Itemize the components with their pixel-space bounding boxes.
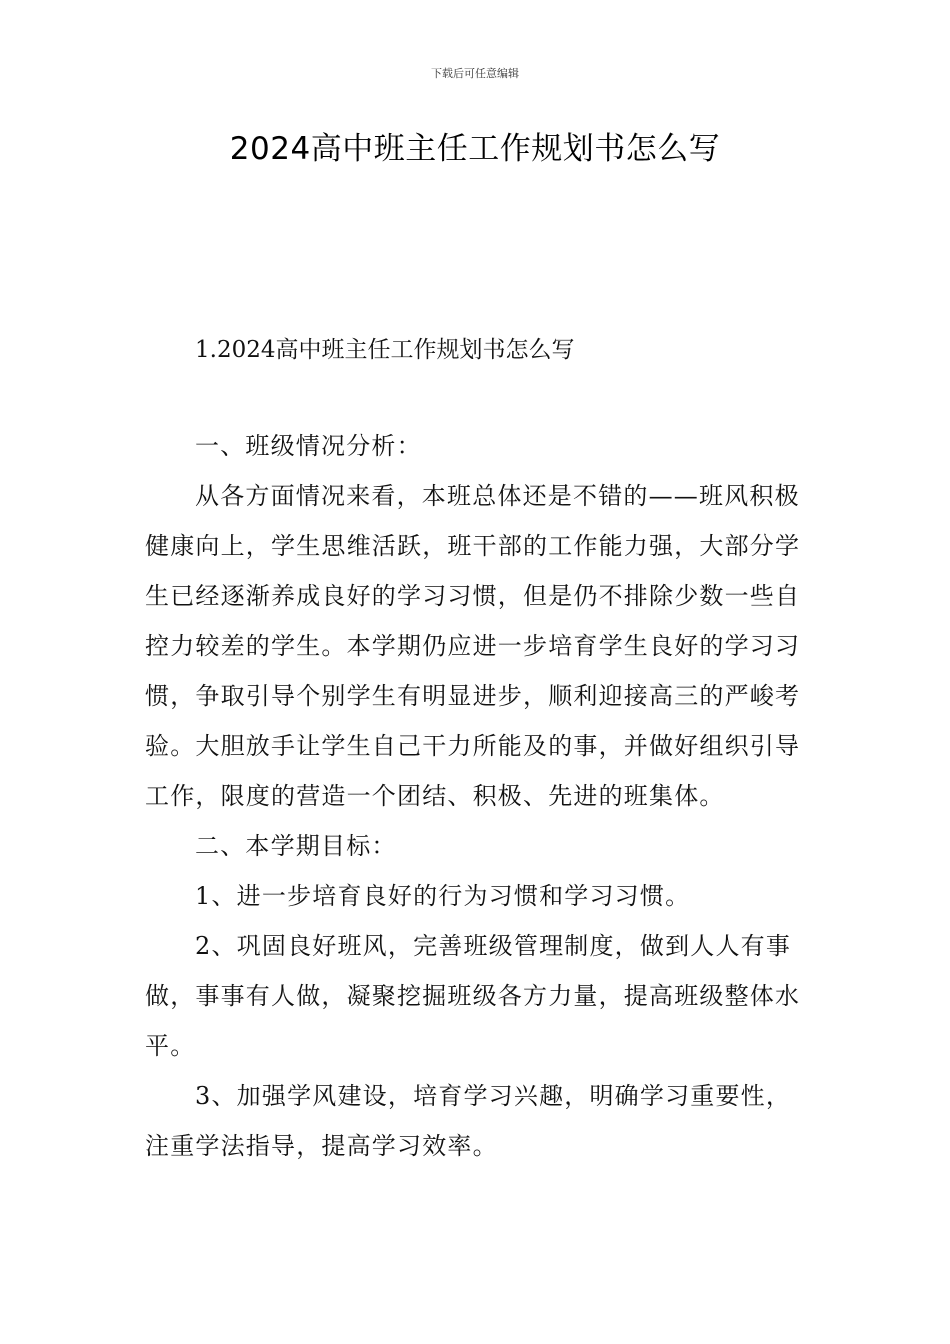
section-heading: 一、班级情况分析： <box>195 432 422 460</box>
header-note: 下载后可任意编辑 <box>431 67 519 80</box>
paragraph: 从各方面情况来看，本班总体还是不错的——班风积极健康向上，学生思维活跃，班干部的工作能力强，大部分学生已经逐渐养成良好的学习习惯，但是仍不排除少数一些自控力较差的学生。本学期仍应进一步培育学生良好的学习习惯，争取引导个别学生有明显进步，顺利迎接高三的严峻考验。大胆放手让学生自己干力所能及的事，并做好组织引导工作，限度的营造一个团结、积极、先进的班集体。 <box>145 482 801 810</box>
paragraph: 1、进一步培育良好的行为习惯和学习习惯。 <box>195 882 691 910</box>
section-class-analysis <box>145 421 805 821</box>
section-heading: 二、本学期目标： <box>195 832 397 860</box>
paragraph: 2、巩固良好班风，完善班级管理制度，做到人人有事做，事事有人做，凝聚挖掘班级各方力量，提高班级整体水平。 <box>145 932 801 1060</box>
document-title: 2024高中班主任工作规划书怎么写 <box>229 131 721 167</box>
document-subtitle: 1.2024高中班主任工作规划书怎么写 <box>195 337 575 363</box>
paragraph: 3、加强学风建设，培育学习兴趣，明确学习重要性，注重学法指导，提高学习效率。 <box>145 1082 792 1160</box>
document-body <box>145 330 805 1171</box>
section-semester-goals <box>145 821 805 1171</box>
